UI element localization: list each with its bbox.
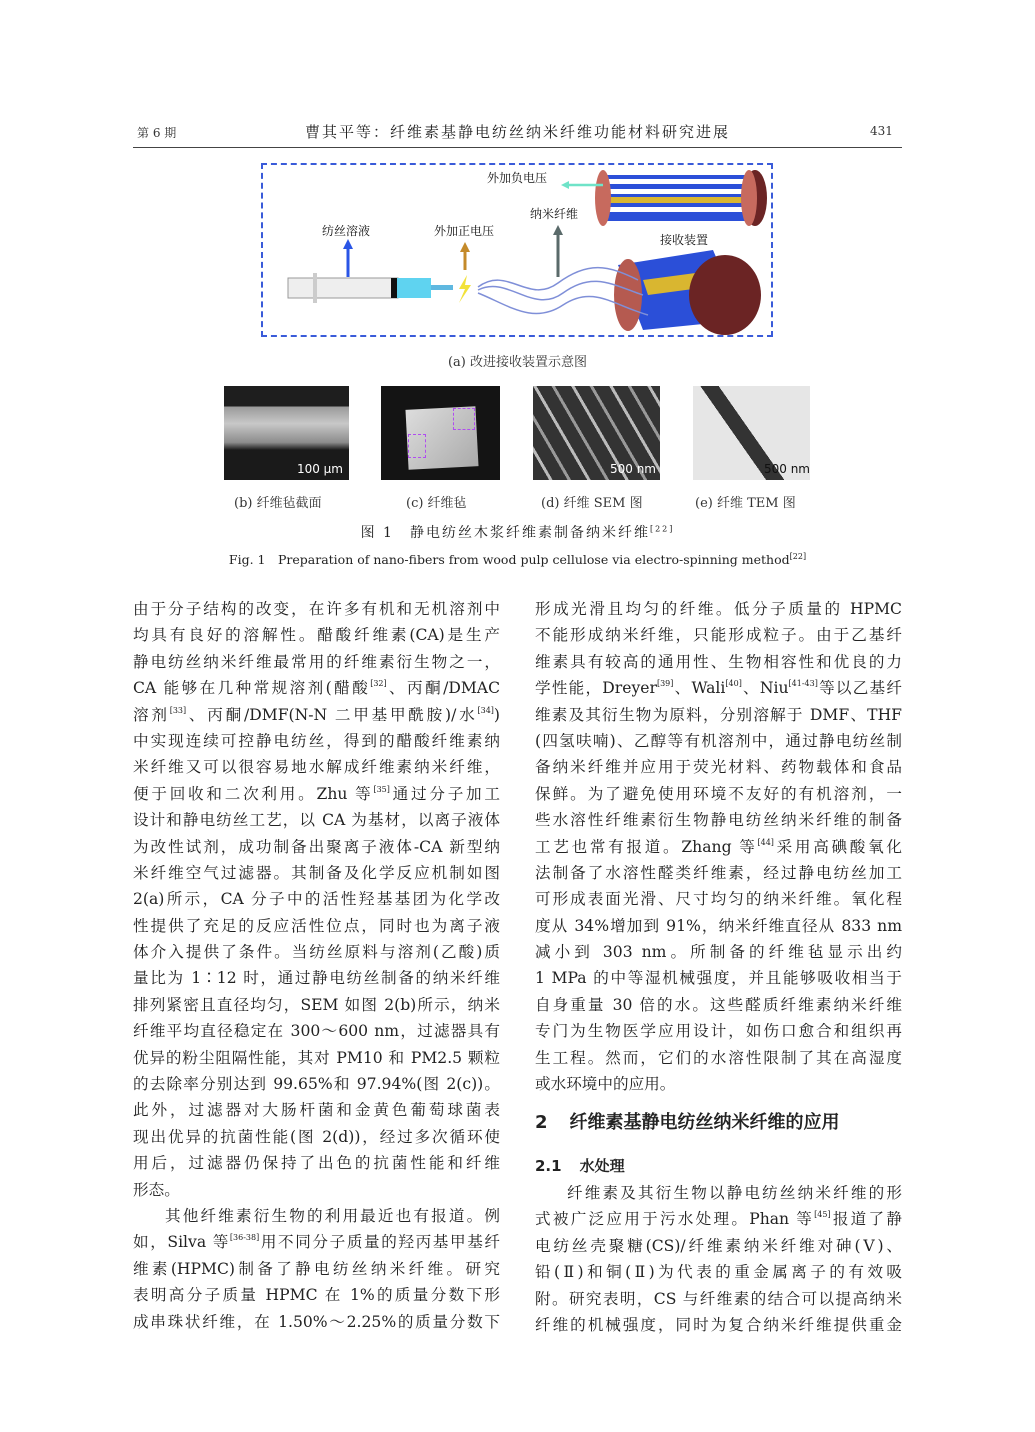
subsection-title: 水处理	[579, 1157, 625, 1175]
citation: [34]	[477, 705, 494, 715]
text-segment: 静电纺丝纳米纤维最常用的纤维素衍生物之一，	[133, 652, 500, 671]
figure-1d-caption: (d) 纤维 SEM 图	[541, 496, 643, 511]
text-line	[133, 1256, 500, 1282]
text-line	[535, 754, 902, 780]
text-line	[535, 939, 902, 965]
issue-number: 第 6 期	[137, 126, 177, 140]
page-number: 431	[870, 124, 893, 138]
citation: [36-38]	[229, 1233, 260, 1243]
label-negative-voltage: 外加负电压	[487, 171, 548, 185]
figure-title-en-text: Fig. 1 Preparation of nano-fibers from wood pulp cellulose via electro-spinning method	[228, 552, 790, 567]
text-segment: 均具有良好的溶解性。醋酸纤维素(CA)是生产	[133, 626, 500, 645]
citation: [35]	[373, 784, 390, 794]
text-segment: 式被广泛应用于污水处理。Phan 等	[535, 1210, 815, 1229]
text-line	[535, 596, 902, 622]
figure-title-en	[0, 550, 1035, 568]
text-segment: 纤维的机械强度，同时为复合纳米纤维提供重金	[535, 1315, 902, 1334]
electrospinning-diagram	[263, 165, 771, 335]
text-line	[535, 649, 902, 675]
text-segment: 减小到 303 nm。所制备的纤维毡显示出约	[535, 943, 902, 962]
section-title: 纤维素基静电纺丝纳米纤维的应用	[569, 1112, 840, 1133]
text-segment: 、丙酮/DMAC	[386, 679, 500, 698]
text-line	[535, 1045, 902, 1071]
text-segment: (四氢呋喃)、乙醇等有机溶剂中，通过静电纺丝制	[535, 731, 902, 750]
text-segment: 为改性试剂，成功制备出聚离子液体-CA 新型纳	[133, 837, 500, 856]
text-line	[133, 807, 500, 833]
figure-title-cn	[0, 522, 1035, 542]
text-line	[535, 1259, 902, 1285]
text-segment: )	[493, 705, 500, 724]
text-line	[535, 834, 902, 860]
label-collector: 接收装置	[660, 233, 709, 247]
zoom-box	[453, 408, 475, 430]
text-segment: 附。研究表明，CS 与纤维素的结合可以提高纳米	[535, 1289, 902, 1308]
citation: [33]	[169, 705, 187, 715]
text-segment: 工艺也常有报道。Zhang 等	[535, 837, 758, 856]
text-segment: 报道了静	[830, 1210, 902, 1229]
text-segment: 保鲜。为了避免使用环境不友好的有机溶剂，一	[535, 784, 902, 803]
text-segment: 形成光滑且均匀的纤维。低分子质量的 HPMC	[535, 600, 902, 618]
text-line	[133, 1203, 500, 1229]
text-line	[133, 1018, 500, 1044]
citation: [45]	[814, 1210, 831, 1220]
text-segment: 2(a)所示，CA 分子中的活性羟基基团为化学改	[133, 890, 500, 909]
text-line	[133, 1045, 500, 1071]
text-segment: 设计和静电纺丝工艺，以 CA 为基材，以离子液体	[133, 811, 500, 830]
figure-1e-caption: (e) 纤维 TEM 图	[695, 496, 796, 511]
header-rule	[133, 147, 902, 148]
text-line	[535, 1233, 902, 1259]
text-segment: 量比为 1∶12 时，通过静电纺丝制备的纳米纤维	[133, 969, 500, 988]
text-line	[133, 675, 500, 701]
figure-1b-caption: (b) 纤维毡截面	[234, 496, 322, 511]
text-segment: 备纳米纤维并应用于荧光材料、药物载体和食品	[535, 758, 902, 777]
text-segment: 体介入提供了条件。当纺丝原料与溶剂(乙酸)质	[133, 943, 500, 962]
text-segment: 现出优异的抗菌性能(图 2(d))，经过多次循环使	[133, 1127, 500, 1146]
text-segment: 米纤维空气过滤器。其制备及化学反应机制如图	[133, 863, 500, 882]
text-segment: 可形成表面光滑、尺寸均匀的纳米纤维。氧化程	[535, 890, 902, 909]
text-line	[133, 622, 500, 648]
text-line	[535, 1018, 902, 1044]
syringe	[288, 273, 453, 303]
label-spinning-solution: 纺丝溶液	[322, 224, 371, 238]
text-line	[133, 728, 500, 754]
fiber-mat-cross-section-image	[224, 386, 349, 480]
text-line	[133, 1150, 500, 1176]
citation: [32]	[370, 679, 387, 689]
text-segment: 些水溶性纤维素衍生物静电纺丝纳米纤维的制备	[535, 811, 902, 830]
text-line	[535, 1312, 902, 1338]
text-line	[133, 1124, 500, 1150]
text-line	[133, 860, 500, 886]
text-segment: 如，Silva 等	[133, 1233, 230, 1252]
citation: [41-43]	[788, 679, 818, 689]
text-line	[133, 649, 500, 675]
text-segment: 或水环境中的应用。	[535, 1075, 676, 1094]
text-segment: 的去除率分别达到 99.65%和 97.94%(图 2(c))。	[133, 1075, 500, 1094]
citation: [22]	[649, 524, 675, 534]
text-segment: 纤维素及其衍生物以静电纺丝纳米纤维的形	[567, 1184, 902, 1202]
text-segment: 自身重量 30 倍的水。这些醛质纤维素纳米纤维	[535, 995, 902, 1014]
scale-bar-label: 100 μm	[296, 462, 343, 476]
citation: [22]	[789, 551, 807, 561]
text-segment: 由于分子结构的改变，在许多有机和无机溶剂中	[133, 600, 500, 618]
text-segment: 米纤维又可以很容易地水解成纤维素纳米纤维，	[133, 758, 500, 777]
text-line	[133, 596, 500, 622]
text-line	[535, 965, 902, 991]
scale-bar-label: 500 nm	[609, 462, 656, 476]
text-line	[535, 675, 902, 701]
collector-drum-top	[595, 170, 767, 226]
text-segment: 中实现连续可控静电纺丝，得到的醋酸纤维素纳	[133, 731, 500, 750]
text-line	[535, 1206, 902, 1232]
fiber-mat-image	[381, 386, 500, 480]
text-line	[535, 1286, 902, 1312]
subsection-number: 2.1	[535, 1157, 562, 1175]
right-column	[535, 596, 902, 1097]
text-line	[133, 886, 500, 912]
text-segment: 溶剂	[133, 705, 170, 724]
text-line	[133, 754, 500, 780]
text-line	[535, 781, 902, 807]
citation: [39]	[656, 679, 674, 689]
text-line	[535, 728, 902, 754]
text-segment: 不能形成纳米纤维，只能形成粒子。由于乙基纤	[535, 626, 902, 645]
section-heading	[535, 1110, 840, 1136]
text-line	[133, 1177, 500, 1203]
text-line	[535, 1180, 902, 1206]
text-line	[133, 1229, 500, 1255]
text-segment: 等以乙基纤	[817, 679, 902, 698]
citation: [40]	[725, 679, 742, 689]
label-nanofiber: 纳米纤维	[530, 207, 579, 221]
figure-1c-caption: (c) 纤维毡	[406, 496, 467, 511]
text-segment: CA 能够在几种常规溶剂(醋酸	[133, 679, 371, 698]
text-line	[535, 992, 902, 1018]
text-segment: 其他纤维素衍生物的利用最近也有报道。例	[165, 1206, 500, 1225]
text-line	[133, 913, 500, 939]
scale-bar-label: 500 nm	[763, 462, 810, 476]
text-segment: 铅(Ⅱ)和铜(Ⅱ)为代表的重金属离子的有效吸	[535, 1263, 902, 1282]
figure-1a-schematic	[261, 163, 773, 337]
text-segment: 性提供了充足的反应活性位点，同时也为离子液	[133, 916, 500, 935]
label-positive-voltage: 外加正电压	[434, 224, 495, 238]
text-segment: 用不同分子质量的羟丙基甲基纤	[259, 1233, 500, 1252]
text-segment: 1 MPa 的中等湿机械强度，并且能够吸收相当于	[535, 969, 902, 988]
text-line	[133, 992, 500, 1018]
text-line	[133, 834, 500, 860]
text-segment: 成串珠状纤维，在 1.50%～2.25%的质量分数下	[133, 1312, 500, 1331]
text-line	[133, 1309, 500, 1335]
text-line	[535, 913, 902, 939]
text-segment: 、丙酮/DMF(N-N 二甲基甲酰胺)/水	[186, 705, 478, 724]
text-segment: 、Niu	[741, 679, 789, 698]
text-line	[535, 860, 902, 886]
left-column	[133, 596, 500, 1335]
text-segment: 维素(HPMC)制备了静电纺丝纳米纤维。研究	[133, 1259, 500, 1278]
text-line	[133, 702, 500, 728]
right-column-section-2-1	[535, 1180, 902, 1338]
zoom-box	[408, 434, 426, 458]
text-segment: 此外，过滤器对大肠杆菌和金黄色葡萄球菌表	[133, 1101, 500, 1120]
citation: [44]	[757, 837, 774, 847]
text-segment: 电纺丝壳聚糖(CS)/纤维素纳米纤维对砷(Ⅴ)、	[535, 1236, 902, 1255]
fiber-tem-image	[693, 386, 810, 480]
text-segment: 维素及其衍生物为原料，分别溶解于 DMF、THF	[535, 705, 902, 724]
text-segment: 采用高碘酸氧化	[773, 837, 902, 856]
text-line	[133, 1282, 500, 1308]
subsection-heading	[535, 1153, 625, 1179]
text-line	[535, 622, 902, 648]
text-line	[535, 1071, 902, 1097]
text-segment: 度从 34%增加到 91%，纳米纤维直径从 833 nm	[535, 916, 902, 935]
text-segment: 便于回收和二次利用。Zhu 等	[133, 784, 374, 803]
text-line	[133, 781, 500, 807]
text-segment: 用后，过滤器仍保持了出色的抗菌性能和纤维	[133, 1154, 500, 1173]
text-segment: 通过分子加工	[389, 784, 500, 803]
text-line	[535, 702, 902, 728]
text-segment: 学性能，Dreyer	[535, 679, 657, 698]
text-segment: 、Wali	[673, 679, 726, 698]
text-line	[133, 1097, 500, 1123]
text-line	[535, 886, 902, 912]
text-segment: 生工程。然而，它们的水溶性限制了其在高湿度	[535, 1048, 902, 1067]
text-line	[133, 939, 500, 965]
text-segment: 优异的粉尘阻隔性能，其对 PM10 和 PM2.5 颗粒	[133, 1048, 500, 1067]
text-segment: 形态。	[133, 1180, 180, 1199]
high-voltage-icon	[459, 275, 471, 303]
text-segment: 法制备了水溶性醛类纤维素，经过静电纺丝加工	[535, 863, 902, 882]
text-segment: 排列紧密且直径均匀，SEM 如图 2(b)所示，纳米	[133, 995, 500, 1014]
text-line	[535, 807, 902, 833]
fiber-sem-image	[533, 386, 660, 480]
text-segment: 维素具有较高的通用性、生物相容性和优良的力	[535, 652, 902, 671]
text-segment: 纤维平均直径稳定在 300～600 nm，过滤器具有	[133, 1022, 500, 1041]
text-segment: 表明高分子质量 HPMC 在 1%的质量分数下形	[133, 1286, 500, 1305]
text-segment: 专门为生物医学应用设计，如伤口愈合和组织再	[535, 1022, 902, 1041]
section-number: 2	[535, 1112, 548, 1133]
text-line	[133, 1071, 500, 1097]
figure-1a-caption: (a) 改进接收装置示意图	[447, 355, 588, 370]
figure-title-cn-text: 图 1 静电纺丝木浆纤维素制备纳米纤维	[360, 525, 650, 541]
running-title: 曹其平等：纤维素基静电纺丝纳米纤维功能材料研究进展	[304, 123, 730, 141]
text-line	[133, 965, 500, 991]
